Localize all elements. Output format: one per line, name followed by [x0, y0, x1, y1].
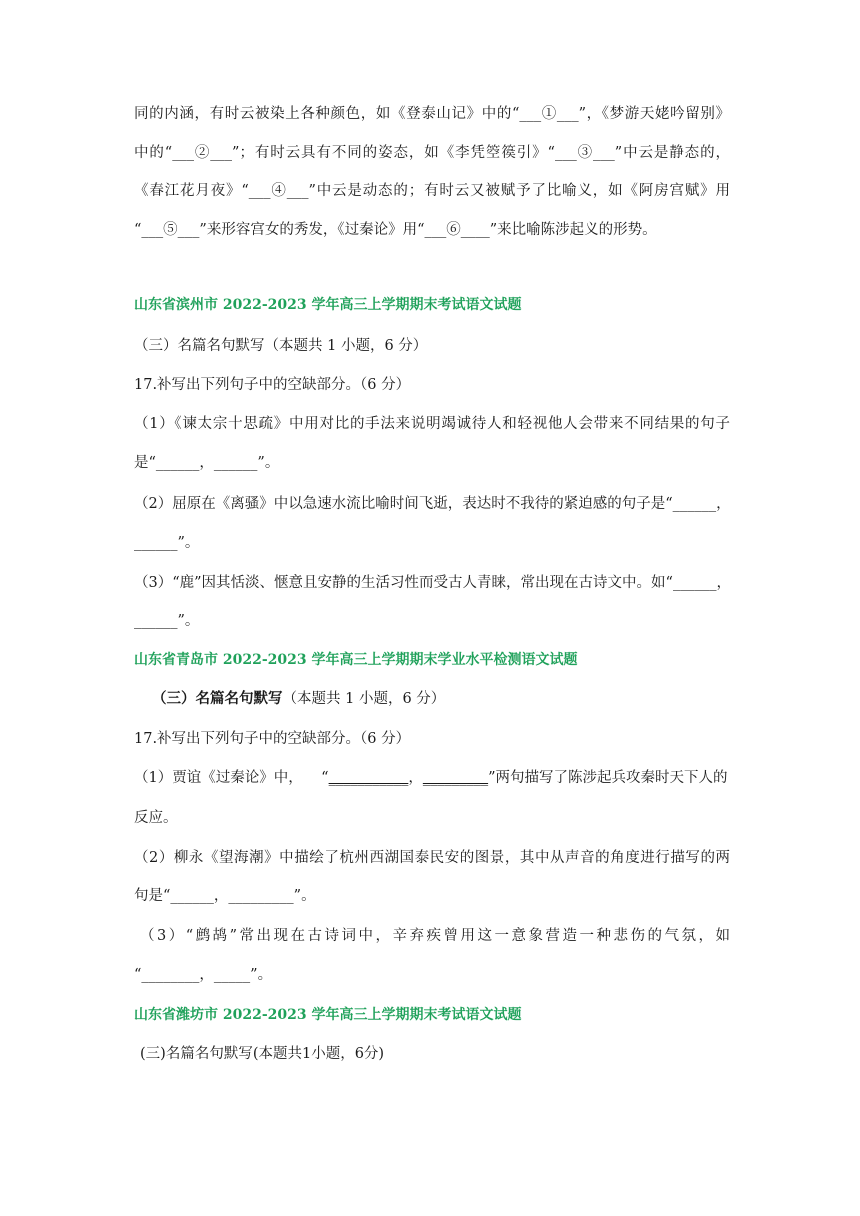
question-17-qingdao: 17.补写出下列句子中的空缺部分。（6 分）: [134, 731, 411, 747]
qingdao-q1-sep: ，: [408, 770, 423, 786]
binzhou-item-3b: ______”。: [134, 613, 200, 629]
qingdao-item-3a: （3）“鹧鸪”常出现在古诗词中，辛弃疾曾用这一意象营造一种悲伤的气氛，如: [140, 928, 730, 944]
intro-line-2: 中的“___②___”；有时云具有不同的姿态，如《李凭箜篌引》“___③___”中云是静态的，: [134, 145, 730, 161]
qingdao-q1-text: （1）贾谊《过秦论》中，: [134, 770, 303, 786]
section-heading-qingdao: [152, 692, 445, 707]
qingdao-item-3b: “________，_____”。: [134, 967, 273, 983]
qingdao-q1-rest: ”两句描写了陈涉起兵攻秦时天下人的: [488, 770, 728, 786]
section-heading-bold: （三）名篇名句默写: [152, 690, 283, 707]
qingdao-item-1b: 反应。: [134, 810, 178, 826]
intro-line-1: 同的内涵，有时云被染上各种颜色，如《登泰山记》中的“___①___”，《梦游天姥吟留别》: [134, 106, 730, 122]
source-title-weifang: 山东省潍坊市 2022-2023 学年高三上学期期末考试语文试题: [134, 1007, 522, 1023]
qingdao-q1-blank-2: _________: [422, 770, 489, 786]
qingdao-item-2b: 句是“______，_________”。: [134, 888, 316, 904]
binzhou-item-1b: 是“______，______”。: [134, 455, 280, 471]
binzhou-item-1a: （1）《谏太宗十思疏》中用对比的手法来说明竭诚待人和轻视他人会带来不同结果的句子: [134, 416, 730, 432]
question-17-binzhou: 17.补写出下列句子中的空缺部分。（6 分）: [134, 377, 411, 393]
section-heading-weifang: (三)名篇名句默写(本题共1小题，6分): [140, 1046, 385, 1062]
section-heading-binzhou: （三）名篇名句默写（本题共 1 小题，6 分）: [134, 338, 428, 354]
binzhou-item-3a: （3）“鹿”因其恬淡、惬意且安静的生活习性而受古人青睐，常出现在古诗文中。如“______，: [134, 575, 731, 591]
section-heading-rest: （本题共 1 小题，6 分）: [282, 691, 446, 707]
qingdao-item-2a: （2）柳永《望海潮》中描绘了杭州西湖国泰民安的图景，其中从声音的角度进行描写的两: [134, 850, 730, 866]
intro-line-4: “___⑤___”来形容宫女的秀发，《过秦论》用“___⑥____”来比喻陈涉起义的形势。: [134, 222, 657, 238]
binzhou-item-2a: （2）屈原在《离骚》中以急速水流比喻时间飞逝，表达时不我待的紧迫感的句子是“______，: [134, 496, 731, 512]
qingdao-item-1a: （1）贾谊《过秦论》中， “___________，_________”两句描写了陈涉起兵攻秦时天下人的: [134, 770, 728, 786]
qingdao-q1-blank-1: ___________: [328, 770, 409, 786]
source-title-binzhou: 山东省滨州市 2022-2023 学年高三上学期期末考试语文试题: [134, 297, 522, 313]
binzhou-item-2b: ______”。: [134, 535, 200, 551]
intro-line-3: 《春江花月夜》“___④___”中云是动态的；有时云又被赋予了比喻义，如《阿房宫赋》用: [134, 183, 730, 199]
source-title-qingdao: 山东省青岛市 2022-2023 学年高三上学期期末学业水平检测语文试题: [134, 652, 578, 668]
